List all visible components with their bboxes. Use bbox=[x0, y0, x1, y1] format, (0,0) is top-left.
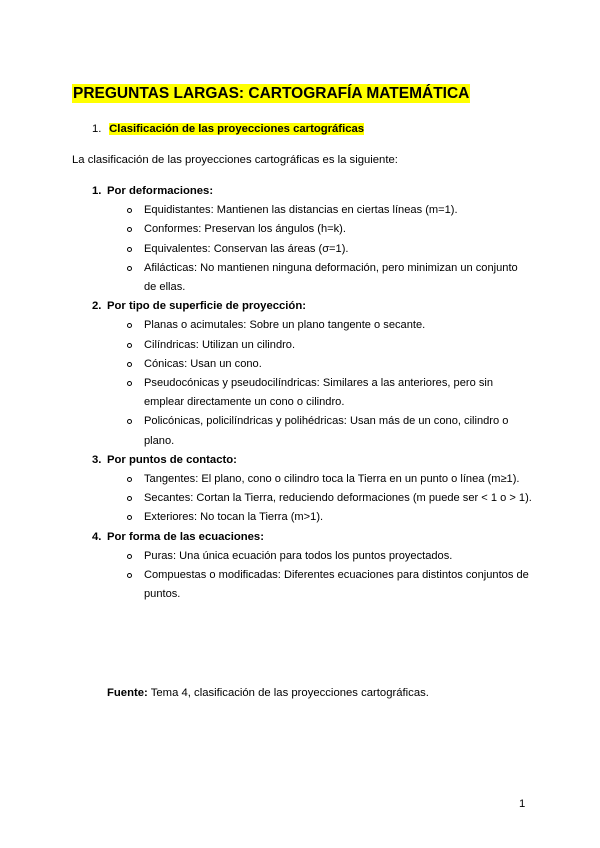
source-label: Fuente: bbox=[107, 687, 148, 699]
bullet-circle-icon bbox=[127, 515, 132, 520]
bullet-circle-icon bbox=[127, 419, 132, 424]
group-heading-text: Por tipo de superficie de proyección: bbox=[107, 300, 306, 313]
group-heading bbox=[92, 451, 532, 470]
group-number: 4. bbox=[92, 530, 102, 543]
list-item bbox=[144, 566, 532, 604]
bullet-circle-icon bbox=[127, 247, 132, 252]
list-item-text: Afilácticas: No mantienen ninguna deformación, pero minimizan un conjunto de ellas. bbox=[144, 261, 518, 294]
section-number: 1. bbox=[92, 123, 102, 135]
group-superficie bbox=[92, 297, 532, 451]
list-item-text: Secantes: Cortan la Tierra, reduciendo deformaciones (m puede ser < 1 o > 1). bbox=[144, 492, 532, 505]
source-text: Tema 4, clasificación de las proyecciones cartográficas. bbox=[147, 687, 429, 699]
list-item bbox=[144, 259, 532, 297]
list-item-text: Tangentes: El plano, cono o cilindro toca la Tierra en un punto o línea (m≥1). bbox=[144, 473, 520, 486]
list-item-text: Cilíndricas: Utilizan un cilindro. bbox=[144, 338, 296, 351]
classification-list bbox=[92, 182, 532, 604]
list-item bbox=[144, 489, 532, 508]
section-heading bbox=[92, 121, 364, 137]
group-number: 3. bbox=[92, 453, 102, 466]
source-note bbox=[107, 685, 429, 701]
list-item bbox=[144, 240, 532, 259]
list-item bbox=[144, 220, 532, 239]
list-item bbox=[144, 316, 532, 335]
intro-text: La clasificación de las proyecciones cartográficas es la siguiente: bbox=[72, 154, 398, 166]
group-heading-text: Por puntos de contacto: bbox=[107, 453, 237, 466]
list-item-text: Puras: Una única ecuación para todos los puntos proyectados. bbox=[144, 549, 453, 562]
bullet-circle-icon bbox=[127, 343, 132, 348]
bullet-list bbox=[92, 470, 532, 528]
bullet-circle-icon bbox=[127, 381, 132, 386]
group-number: 1. bbox=[92, 185, 102, 197]
list-item-text: Exteriores: No tocan la Tierra (m>1). bbox=[144, 511, 324, 524]
group-heading bbox=[92, 182, 532, 201]
bullet-circle-icon bbox=[127, 266, 132, 271]
bullet-list bbox=[92, 547, 532, 605]
list-item bbox=[144, 547, 532, 566]
bullet-circle-icon bbox=[127, 323, 132, 328]
group-heading bbox=[92, 297, 532, 316]
list-item bbox=[144, 508, 532, 527]
bullet-circle-icon bbox=[127, 496, 132, 501]
bullet-circle-icon bbox=[127, 477, 132, 482]
section-heading-text: Clasificación de las proyecciones cartográficas bbox=[109, 123, 365, 135]
group-heading-text: Por forma de las ecuaciones: bbox=[107, 530, 264, 543]
list-item bbox=[144, 201, 532, 220]
bullet-circle-icon bbox=[127, 554, 132, 559]
group-heading-text: Por deformaciones: bbox=[107, 185, 214, 197]
list-item bbox=[144, 355, 532, 374]
bullet-circle-icon bbox=[127, 362, 132, 367]
list-item-text: Policónicas, policilíndricas y polihédricas: Usan más de un cono, cilindro o plano. bbox=[144, 415, 509, 447]
list-item-text: Equivalentes: Conservan las áreas (σ=1). bbox=[144, 242, 349, 255]
list-item-text: Planas o acimutales: Sobre un plano tangente o secante. bbox=[144, 319, 426, 332]
page-number: 1 bbox=[519, 798, 526, 810]
page-title: PREGUNTAS LARGAS: CARTOGRAFÍA MATEMÁTICA bbox=[73, 85, 470, 102]
bullet-list bbox=[92, 316, 532, 450]
list-item bbox=[144, 374, 532, 412]
list-item bbox=[144, 470, 532, 489]
group-ecuaciones bbox=[92, 528, 532, 605]
bullet-circle-icon bbox=[127, 573, 132, 578]
bullet-circle-icon bbox=[127, 208, 132, 213]
list-item-text: Conformes: Preservan los ángulos (h=k). bbox=[144, 223, 346, 236]
group-heading bbox=[92, 528, 532, 547]
group-number: 2. bbox=[92, 300, 102, 313]
group-deformaciones bbox=[92, 182, 532, 297]
group-contacto bbox=[92, 451, 532, 528]
list-item-text: Pseudocónicas y pseudocilíndricas: Similares a las anteriores, pero sin emplear directamente un cono o cilindro. bbox=[144, 377, 494, 409]
bullet-circle-icon bbox=[127, 227, 132, 232]
list-item bbox=[144, 412, 532, 450]
list-item-text: Equidistantes: Mantienen las distancias en ciertas líneas (m=1). bbox=[144, 204, 458, 217]
list-item bbox=[144, 336, 532, 355]
list-item-text: Cónicas: Usan un cono. bbox=[144, 357, 262, 370]
list-item-text: Compuestas o modificadas: Diferentes ecuaciones para distintos conjuntos de puntos. bbox=[144, 569, 529, 601]
bullet-list bbox=[92, 201, 532, 297]
